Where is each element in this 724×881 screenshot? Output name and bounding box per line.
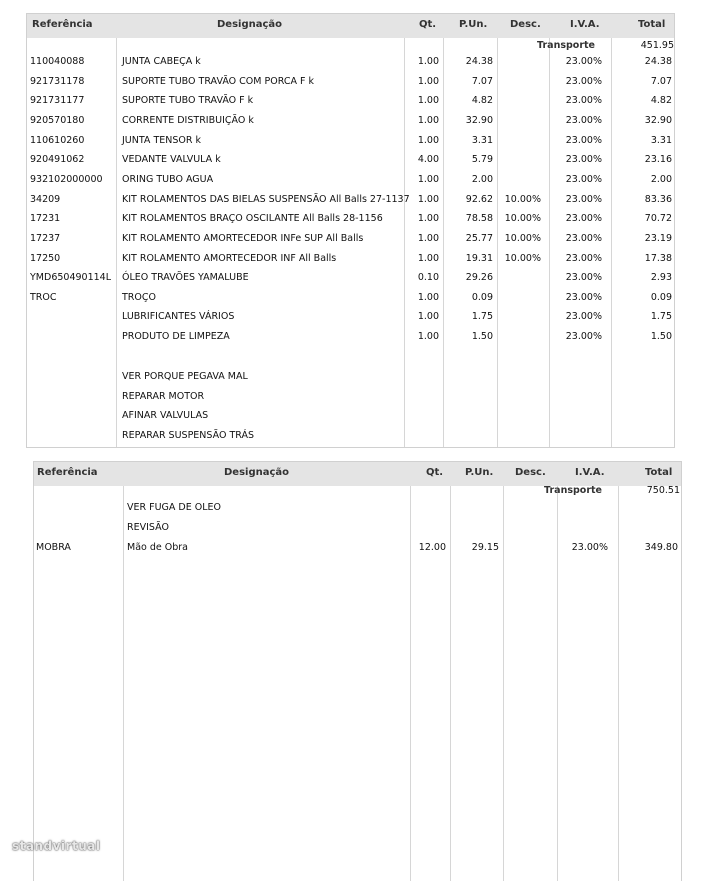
cell-preco-unitario: 4.82 bbox=[471, 95, 493, 107]
cell-total: 2.93 bbox=[650, 272, 672, 284]
cell-referencia: MOBRA bbox=[36, 542, 71, 553]
cell-designacao: LUBRIFICANTES VÁRIOS bbox=[122, 311, 235, 323]
table-header bbox=[34, 462, 681, 486]
cell-total: 0.09 bbox=[650, 291, 672, 303]
cell-preco-unitario: 1.75 bbox=[471, 311, 493, 323]
cell-iva: 23.00% bbox=[565, 173, 602, 185]
cell-referencia: 17250 bbox=[30, 252, 61, 264]
cell-designacao: PRODUTO DE LIMPEZA bbox=[122, 331, 230, 343]
header-quantidade: Qt. bbox=[419, 19, 437, 30]
cell-preco-unitario: 25.77 bbox=[465, 232, 493, 244]
header-desconto: Desc. bbox=[515, 467, 546, 478]
cell-total: 4.82 bbox=[650, 95, 672, 107]
cell-iva: 23.00% bbox=[565, 291, 602, 303]
cell-total: 349.80 bbox=[644, 542, 678, 553]
column-divider bbox=[443, 38, 444, 447]
cell-quantidade: 0.10 bbox=[417, 272, 439, 284]
note-line: VER FUGA DE OLEO bbox=[127, 502, 222, 513]
column-divider bbox=[549, 38, 550, 447]
cell-preco-unitario: 2.00 bbox=[471, 173, 493, 185]
cell-desconto: 10.00% bbox=[504, 193, 541, 205]
cell-quantidade: 1.00 bbox=[417, 311, 439, 323]
transport-value: 750.51 bbox=[646, 485, 680, 496]
cell-total: 17.38 bbox=[644, 252, 672, 264]
cell-designacao: TROÇO bbox=[122, 291, 156, 303]
cell-referencia: 110610260 bbox=[30, 134, 85, 146]
cell-designacao: KIT ROLAMENTO AMORTECEDOR INFe SUP All Balls bbox=[122, 232, 364, 244]
cell-referencia: 932102000000 bbox=[30, 173, 103, 185]
cell-quantidade: 1.00 bbox=[417, 75, 439, 87]
cell-iva: 23.00% bbox=[565, 56, 602, 67]
cell-designacao: KIT ROLAMENTO AMORTECEDOR INF All Balls bbox=[122, 252, 337, 264]
cell-iva: 23.00% bbox=[565, 252, 602, 264]
note-line: AFINAR VALVULAS bbox=[122, 410, 209, 422]
table-header bbox=[27, 14, 674, 38]
note-line: VER PORQUE PEGAVA MAL bbox=[122, 371, 248, 382]
cell-preco-unitario: 24.38 bbox=[465, 56, 493, 67]
cell-preco-unitario: 3.31 bbox=[471, 134, 493, 146]
header-desconto: Desc. bbox=[510, 19, 541, 30]
cell-total: 23.19 bbox=[644, 232, 672, 244]
header-quantidade: Qt. bbox=[426, 467, 444, 478]
cell-referencia: 921731177 bbox=[30, 95, 85, 107]
cell-referencia: 17237 bbox=[30, 232, 61, 244]
cell-referencia: 921731178 bbox=[30, 75, 85, 87]
cell-desconto: 10.00% bbox=[504, 213, 541, 225]
cell-preco-unitario: 1.50 bbox=[471, 331, 493, 343]
cell-total: 32.90 bbox=[644, 114, 672, 126]
column-divider bbox=[116, 38, 117, 447]
cell-preco-unitario: 92.62 bbox=[465, 193, 493, 205]
cell-quantidade: 4.00 bbox=[417, 154, 439, 166]
cell-quantidade: 1.00 bbox=[417, 331, 439, 343]
cell-preco-unitario: 29.26 bbox=[465, 272, 493, 284]
cell-iva: 23.00% bbox=[565, 272, 602, 284]
header-designacao: Designação bbox=[217, 19, 283, 30]
cell-iva: 23.00% bbox=[565, 311, 602, 323]
cell-quantidade: 1.00 bbox=[417, 56, 439, 67]
cell-quantidade: 1.00 bbox=[417, 114, 439, 126]
cell-quantidade: 1.00 bbox=[417, 173, 439, 185]
cell-quantidade: 1.00 bbox=[417, 232, 439, 244]
header-referencia: Referência bbox=[32, 19, 93, 30]
standvirtual-watermark: standvirtual bbox=[12, 839, 101, 853]
invoice-table-2 bbox=[33, 461, 682, 881]
cell-iva: 23.00% bbox=[565, 134, 602, 146]
header-total: Total bbox=[645, 467, 673, 478]
cell-desconto: 10.00% bbox=[504, 232, 541, 244]
transport-value: 451.95 bbox=[640, 40, 674, 51]
cell-designacao: Mão de Obra bbox=[127, 542, 188, 553]
header-designacao: Designação bbox=[224, 467, 290, 478]
header-preco-unitario: P.Un. bbox=[465, 467, 494, 478]
transport-label: Transporte bbox=[544, 485, 602, 496]
cell-quantidade: 1.00 bbox=[417, 95, 439, 107]
cell-total: 70.72 bbox=[644, 213, 672, 225]
cell-desconto: 10.00% bbox=[504, 252, 541, 264]
cell-total: 24.38 bbox=[644, 56, 672, 67]
cell-designacao: CORRENTE DISTRIBUIÇÃO k bbox=[122, 114, 254, 126]
cell-quantidade: 1.00 bbox=[417, 252, 439, 264]
cell-quantidade: 1.00 bbox=[417, 193, 439, 205]
cell-iva: 23.00% bbox=[565, 154, 602, 166]
cell-total: 23.16 bbox=[644, 154, 672, 166]
invoice-table-1 bbox=[26, 13, 675, 448]
cell-quantidade: 1.00 bbox=[417, 213, 439, 225]
cell-total: 3.31 bbox=[650, 134, 672, 146]
cell-preco-unitario: 32.90 bbox=[465, 114, 493, 126]
cell-quantidade: 1.00 bbox=[417, 291, 439, 303]
column-divider bbox=[618, 486, 619, 881]
cell-iva: 23.00% bbox=[565, 232, 602, 244]
cell-designacao: SUPORTE TUBO TRAVÃO F k bbox=[122, 95, 254, 107]
column-divider bbox=[497, 38, 498, 447]
cell-total: 7.07 bbox=[650, 75, 672, 87]
cell-total: 1.50 bbox=[650, 331, 672, 343]
cell-preco-unitario: 19.31 bbox=[465, 252, 493, 264]
cell-designacao: ORING TUBO AGUA bbox=[122, 173, 214, 185]
cell-iva: 23.00% bbox=[565, 95, 602, 107]
cell-referencia: 920570180 bbox=[30, 114, 85, 126]
cell-designacao: KIT ROLAMENTOS BRAÇO OSCILANTE All Balls 28-1156 bbox=[122, 213, 383, 225]
cell-iva: 23.00% bbox=[565, 114, 602, 126]
cell-iva: 23.00% bbox=[565, 75, 602, 87]
cell-designacao: JUNTA TENSOR k bbox=[122, 134, 201, 146]
cell-designacao: KIT ROLAMENTOS DAS BIELAS SUSPENSÃO All Balls 27-1137 bbox=[122, 193, 410, 205]
cell-iva: 23.00% bbox=[571, 542, 608, 553]
header-iva: I.V.A. bbox=[570, 19, 600, 30]
transport-label: Transporte bbox=[537, 40, 595, 51]
header-preco-unitario: P.Un. bbox=[459, 19, 488, 30]
cell-preco-unitario: 78.58 bbox=[465, 213, 493, 225]
cell-iva: 23.00% bbox=[565, 193, 602, 205]
note-line: REPARAR MOTOR bbox=[122, 390, 205, 402]
cell-quantidade: 12.00 bbox=[418, 542, 446, 553]
column-divider bbox=[123, 486, 124, 881]
header-iva: I.V.A. bbox=[575, 467, 605, 478]
cell-preco-unitario: 5.79 bbox=[471, 154, 493, 166]
note-line: REPARAR SUSPENSÃO TRÁS bbox=[122, 429, 254, 441]
cell-designacao: JUNTA CABEÇA k bbox=[122, 56, 201, 67]
column-divider bbox=[410, 486, 411, 881]
cell-referencia: 17231 bbox=[30, 213, 61, 225]
cell-total: 2.00 bbox=[650, 173, 672, 185]
cell-iva: 23.00% bbox=[565, 213, 602, 225]
note-line: REVISÃO bbox=[127, 522, 169, 533]
cell-total: 83.36 bbox=[644, 193, 672, 205]
cell-referencia: TROC bbox=[30, 291, 57, 303]
cell-preco-unitario: 7.07 bbox=[471, 75, 493, 87]
cell-quantidade: 1.00 bbox=[417, 134, 439, 146]
cell-designacao: ÓLEO TRAVÕES YAMALUBE bbox=[122, 272, 249, 284]
cell-designacao: SUPORTE TUBO TRAVÃO COM PORCA F k bbox=[122, 75, 314, 87]
header-total: Total bbox=[638, 19, 666, 30]
column-divider bbox=[557, 486, 558, 881]
column-divider bbox=[611, 38, 612, 447]
cell-referencia: 920491062 bbox=[30, 154, 85, 166]
cell-referencia: 34209 bbox=[30, 193, 61, 205]
column-divider bbox=[404, 38, 405, 447]
cell-preco-unitario: 0.09 bbox=[471, 291, 493, 303]
column-divider bbox=[450, 486, 451, 881]
cell-iva: 23.00% bbox=[565, 331, 602, 343]
cell-referencia: 110040088 bbox=[30, 56, 85, 67]
cell-referencia: YMD650490114L bbox=[30, 272, 112, 284]
cell-total: 1.75 bbox=[650, 311, 672, 323]
header-referencia: Referência bbox=[37, 467, 98, 478]
cell-designacao: VEDANTE VALVULA k bbox=[122, 154, 221, 166]
column-divider bbox=[503, 486, 504, 881]
cell-preco-unitario: 29.15 bbox=[471, 542, 499, 553]
